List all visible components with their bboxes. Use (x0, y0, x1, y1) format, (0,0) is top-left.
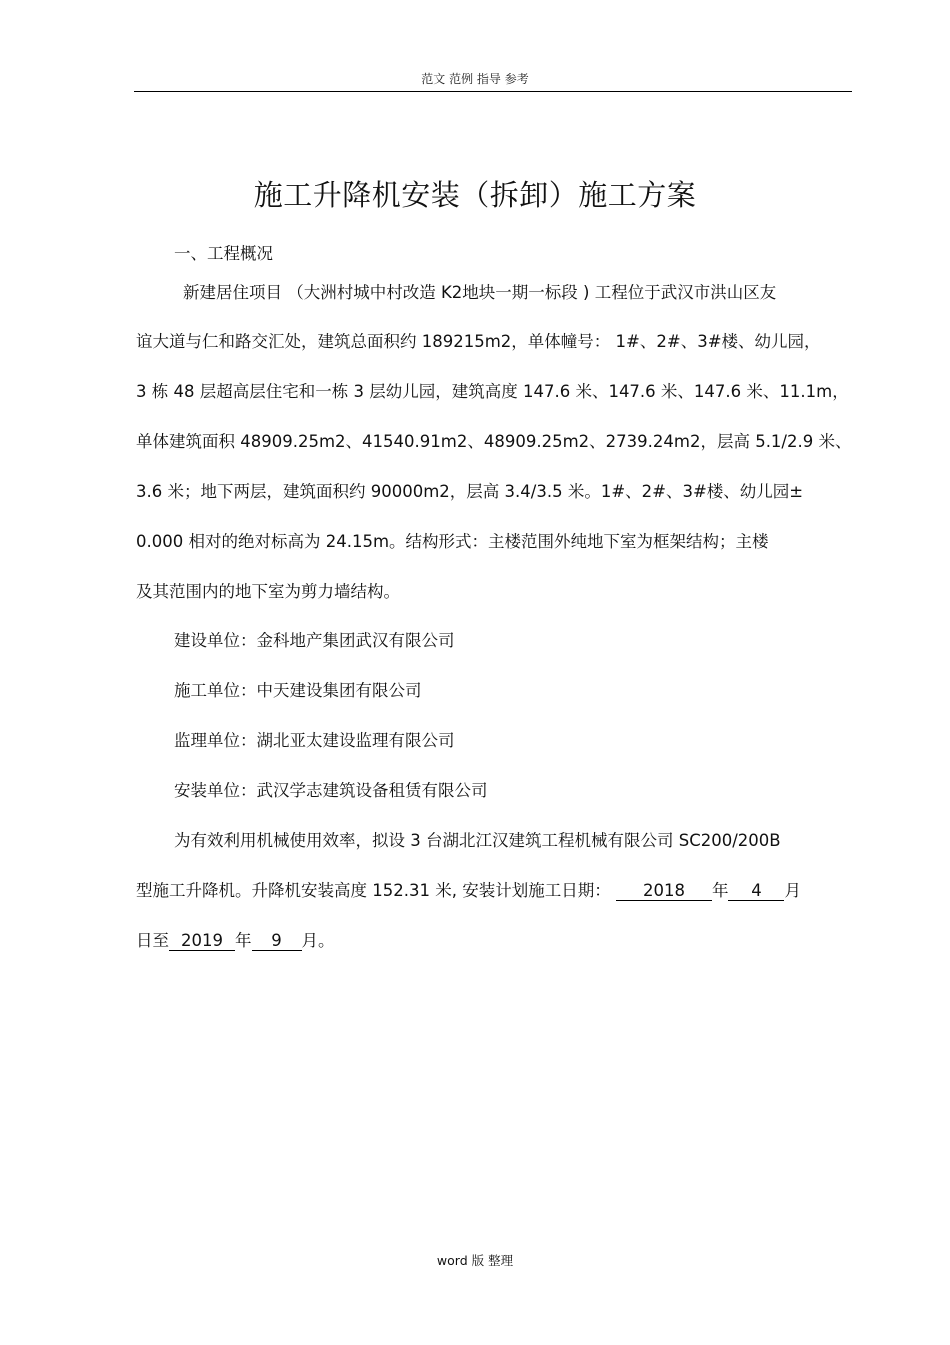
overview-line-3: 3 栋 48 层超高层住宅和一栋 3 层幼儿园，建筑高度 147.6 米、147.6 米、147.6 米、11.1m， (136, 382, 849, 401)
overview-line-4: 单体建筑面积 48909.25m2、41540.91m2、48909.25m2、2739.24m2，层高 5.1/2.9 米、 (136, 432, 852, 451)
overview-line-1: 新建居住项目 （大洲村城中村改造 K2地块一期一标段 ) 工程位于武汉市洪山区友 (183, 283, 777, 302)
end-year-char: 年 (235, 931, 252, 950)
plan-line-3 (136, 931, 335, 951)
page-header-text: 范文 范例 指导 参考 (421, 72, 529, 86)
construction-contractor: 施工单位：中天建设集团有限公司 (174, 681, 422, 700)
end-month: 9 (252, 932, 302, 951)
overview-line-6: 0.000 相对的绝对标高为 24.15m。结构形式：主楼范围外纯地下室为框架结构；主楼 (136, 532, 769, 551)
plan-line-1: 为有效利用机械使用效率，拟设 3 台湖北江汉建筑工程机械有限公司 SC200/200B (174, 831, 781, 850)
start-month: 4 (728, 882, 784, 901)
construction-owner: 建设单位：金科地产集团武汉有限公司 (174, 631, 455, 650)
document-title: 施工升降机安装（拆卸）施工方案 (253, 178, 697, 212)
supervision-unit: 监理单位：湖北亚太建设监理有限公司 (174, 731, 455, 750)
plan-line-2 (136, 881, 801, 901)
month-char: 月 (784, 881, 801, 900)
section-heading: 一、工程概况 (174, 244, 273, 263)
plan-line-2-text: 型施工升降机。升降机安装高度 152.31 米, 安装计划施工日期： (136, 881, 611, 900)
overview-line-2: 谊大道与仁和路交汇处，建筑总面积约 189215m2，单体幢号： 1#、2#、3#楼、幼儿园， (136, 332, 821, 351)
header-rule (134, 91, 852, 92)
installation-unit: 安装单位：武汉学志建筑设备租赁有限公司 (174, 781, 488, 800)
start-year: 2018 (616, 882, 712, 901)
year-char: 年 (711, 881, 729, 900)
end-year: 2019 (169, 932, 235, 951)
plan-line-3-suffix: 月。 (301, 931, 335, 950)
plan-line-3-prefix: 日至 (136, 931, 169, 950)
page-footer-text: word 版 整理 (436, 1253, 514, 1268)
overview-line-7: 及其范围内的地下室为剪力墙结构。 (136, 582, 400, 601)
overview-line-5: 3.6 米；地下两层，建筑面积约 90000m2，层高 3.4/3.5 米。1#、2#、3#楼、幼儿园± (136, 482, 804, 501)
